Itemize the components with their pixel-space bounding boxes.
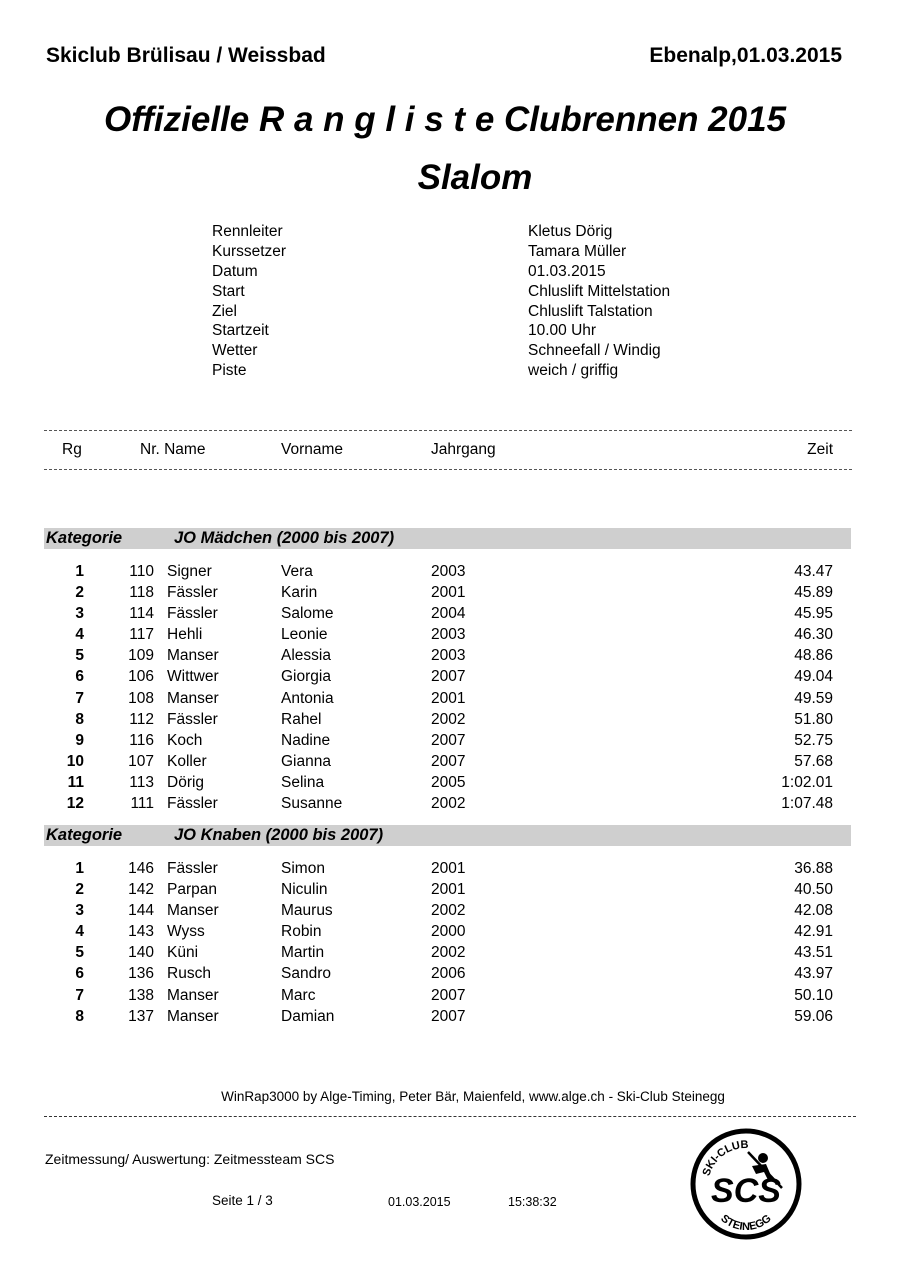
col-vorname: Vorname <box>281 441 344 458</box>
info-label: Startzeit <box>212 322 269 340</box>
time-cell: 50.10 <box>794 986 833 1004</box>
table-row <box>0 772 906 793</box>
time-cell: 36.88 <box>794 860 833 877</box>
birthyear-cell: 2001 <box>431 584 466 602</box>
bib-number-cell: 111 <box>130 795 154 813</box>
time-cell: 51.80 <box>794 710 833 728</box>
time-cell: 52.75 <box>794 731 833 749</box>
lastname-cell: Fässler <box>167 795 218 813</box>
bib-number-cell: 142 <box>128 881 154 899</box>
lastname-cell: Fässler <box>167 584 218 602</box>
time-cell: 45.95 <box>794 605 833 623</box>
col-rg: Rg <box>62 441 82 458</box>
table-row <box>0 582 906 603</box>
results-table <box>0 561 906 814</box>
category-name: JO Mädchen (2000 bis 2007) <box>174 529 395 547</box>
table-row <box>0 666 906 687</box>
lastname-cell: Koch <box>167 731 203 749</box>
table-row <box>0 730 906 751</box>
rank-cell: 5 <box>75 944 84 962</box>
info-label: Start <box>212 282 245 300</box>
category-label: Kategorie <box>46 529 123 547</box>
rank-cell: 8 <box>75 710 84 728</box>
rank-cell: 4 <box>75 923 84 941</box>
birthyear-cell: 2001 <box>431 689 466 707</box>
birthyear-cell: 2001 <box>431 881 466 899</box>
firstname-cell: Martin <box>281 944 325 962</box>
table-row <box>0 858 906 879</box>
time-cell: 43.47 <box>794 563 833 580</box>
time-cell: 48.86 <box>794 647 833 665</box>
lastname-cell: Dörig <box>167 773 205 791</box>
bib-number-cell: 108 <box>128 689 154 707</box>
info-value: Chluslift Talstation <box>528 302 653 320</box>
table-row <box>0 1006 906 1027</box>
bib-number-cell: 146 <box>128 860 154 877</box>
rank-cell: 9 <box>75 731 84 749</box>
table-row <box>0 603 906 624</box>
info-row <box>212 341 772 361</box>
rank-cell: 3 <box>75 902 84 920</box>
category-header <box>44 825 851 846</box>
info-value: Schneefall / Windig <box>528 342 661 360</box>
info-value: 01.03.2015 <box>528 262 606 280</box>
bib-number-cell: 136 <box>128 965 154 983</box>
divider <box>44 430 852 431</box>
firstname-cell: Robin <box>281 923 322 941</box>
bib-number-cell: 118 <box>129 584 154 602</box>
firstname-cell: Selina <box>281 773 325 791</box>
rank-cell: 10 <box>66 752 84 770</box>
firstname-cell: Vera <box>281 563 313 580</box>
table-row <box>0 561 906 582</box>
rank-cell: 3 <box>75 605 84 623</box>
birthyear-cell: 2007 <box>431 731 466 749</box>
info-label: Piste <box>212 362 247 380</box>
lastname-cell: Rusch <box>167 965 211 983</box>
lastname-cell: Küni <box>167 944 199 962</box>
lastname-cell: Fässler <box>167 860 218 877</box>
firstname-cell: Leonie <box>281 626 328 644</box>
lastname-cell: Fässler <box>167 710 218 728</box>
time-cell: 43.51 <box>794 944 833 962</box>
time-cell: 40.50 <box>794 881 833 899</box>
info-label: Ziel <box>212 302 237 320</box>
table-row <box>0 942 906 963</box>
firstname-cell: Marc <box>281 986 316 1004</box>
bib-number-cell: 112 <box>129 710 154 728</box>
table-row <box>0 900 906 921</box>
bib-number-cell: 140 <box>128 944 154 962</box>
rank-cell: 12 <box>66 795 84 813</box>
timing-credit: Zeitmessung/ Auswertung: Zeitmessteam SCS <box>45 1151 335 1167</box>
birthyear-cell: 2002 <box>431 710 466 728</box>
time-cell: 59.06 <box>794 1007 833 1025</box>
info-label: Wetter <box>212 342 258 360</box>
table-row <box>0 921 906 942</box>
logo-text-bottom: STEINEGG <box>718 1212 774 1234</box>
birthyear-cell: 2006 <box>431 965 466 983</box>
table-row <box>0 688 906 709</box>
info-label: Kurssetzer <box>212 242 287 260</box>
bib-number-cell: 138 <box>128 986 154 1004</box>
lastname-cell: Manser <box>167 689 219 707</box>
firstname-cell: Gianna <box>281 752 331 770</box>
divider <box>44 1116 856 1117</box>
software-credit: WinRap3000 by Alge-Timing, Peter Bär, Maienfeld, www.alge.ch - Ski-Club Steinegg <box>221 1089 725 1104</box>
time-cell: 42.91 <box>794 923 833 941</box>
category-name: JO Knaben (2000 bis 2007) <box>174 826 384 844</box>
birthyear-cell: 2007 <box>431 1007 466 1025</box>
birthyear-cell: 2003 <box>431 647 466 665</box>
rank-cell: 4 <box>75 626 84 644</box>
firstname-cell: Nadine <box>281 731 331 749</box>
results-table <box>0 858 906 1027</box>
birthyear-cell: 2003 <box>431 563 466 580</box>
table-row <box>0 709 906 730</box>
lastname-cell: Hehli <box>167 626 203 644</box>
club-name: Skiclub Brülisau / Weissbad <box>46 44 326 67</box>
lastname-cell: Wyss <box>167 923 205 941</box>
page-number: Seite 1 / 3 <box>212 1193 273 1208</box>
bib-number-cell: 107 <box>128 752 154 770</box>
table-row <box>0 645 906 666</box>
rank-cell: 1 <box>75 563 84 580</box>
firstname-cell: Niculin <box>281 881 328 899</box>
rank-cell: 11 <box>67 773 84 791</box>
column-header <box>0 441 906 461</box>
lastname-cell: Manser <box>167 647 219 665</box>
birthyear-cell: 2005 <box>431 773 466 791</box>
rank-cell: 7 <box>75 986 84 1004</box>
info-value: Chluslift Mittelstation <box>528 282 671 300</box>
bib-number-cell: 110 <box>129 563 154 580</box>
info-label: Rennleiter <box>212 223 283 240</box>
birthyear-cell: 2004 <box>431 605 466 623</box>
table-row <box>0 624 906 645</box>
bib-number-cell: 137 <box>128 1007 154 1025</box>
table-row <box>0 963 906 984</box>
rank-cell: 7 <box>75 689 84 707</box>
info-row <box>212 262 772 282</box>
rank-cell: 2 <box>75 881 84 899</box>
rank-cell: 5 <box>75 647 84 665</box>
info-row <box>212 242 772 262</box>
lastname-cell: Parpan <box>167 881 217 899</box>
lastname-cell: Wittwer <box>167 668 219 686</box>
birthyear-cell: 2003 <box>431 626 466 644</box>
info-row <box>212 361 772 381</box>
rank-cell: 1 <box>75 860 84 877</box>
firstname-cell: Damian <box>281 1007 335 1025</box>
info-row <box>212 222 772 242</box>
table-row <box>0 879 906 900</box>
lastname-cell: Fässler <box>167 605 218 623</box>
bib-number-cell: 106 <box>128 668 154 686</box>
info-row <box>212 302 772 322</box>
col-jahrgang: Jahrgang <box>431 441 496 458</box>
birthyear-cell: 2002 <box>431 902 466 920</box>
birthyear-cell: 2000 <box>431 923 466 941</box>
race-place-date: Ebenalp,01.03.2015 <box>649 44 842 67</box>
discipline-title: Slalom <box>417 158 533 197</box>
bib-number-cell: 117 <box>129 626 154 644</box>
firstname-cell: Antonia <box>281 689 334 707</box>
print-time: 15:38:32 <box>508 1195 557 1209</box>
firstname-cell: Maurus <box>281 902 333 920</box>
time-cell: 43.97 <box>794 965 833 983</box>
table-row <box>0 751 906 772</box>
info-value: Tamara Müller <box>528 242 627 260</box>
time-cell: 1:07.48 <box>781 795 833 813</box>
time-cell: 49.04 <box>794 668 833 686</box>
birthyear-cell: 2001 <box>431 860 466 877</box>
club-logo <box>690 1128 802 1240</box>
table-row <box>0 985 906 1006</box>
bib-number-cell: 109 <box>128 647 154 665</box>
time-cell: 46.30 <box>794 626 833 644</box>
page-title: Offizielle R a n g l i s t e Clubrennen 2015 <box>104 100 787 139</box>
logo-text-mid: SCS <box>711 1172 781 1210</box>
birthyear-cell: 2007 <box>431 668 466 686</box>
info-value: 10.00 Uhr <box>528 322 597 340</box>
lastname-cell: Manser <box>167 902 219 920</box>
birthyear-cell: 2002 <box>431 944 466 962</box>
bib-number-cell: 144 <box>128 902 154 920</box>
col-nr-name: Nr. Name <box>140 441 206 458</box>
bib-number-cell: 114 <box>129 605 154 623</box>
firstname-cell: Alessia <box>281 647 331 665</box>
rank-cell: 2 <box>75 584 84 602</box>
firstname-cell: Giorgia <box>281 668 331 686</box>
info-row <box>212 282 772 302</box>
table-row <box>0 793 906 814</box>
print-date: 01.03.2015 <box>388 1195 451 1209</box>
time-cell: 45.89 <box>794 584 833 602</box>
rank-cell: 6 <box>75 965 84 983</box>
category-label: Kategorie <box>46 826 123 844</box>
bib-number-cell: 116 <box>129 731 154 749</box>
birthyear-cell: 2007 <box>431 752 466 770</box>
lastname-cell: Koller <box>167 752 207 770</box>
lastname-cell: Manser <box>167 1007 219 1025</box>
info-value: Kletus Dörig <box>528 223 613 240</box>
firstname-cell: Sandro <box>281 965 331 983</box>
col-zeit: Zeit <box>807 441 833 458</box>
info-label: Datum <box>212 262 258 280</box>
bib-number-cell: 143 <box>128 923 154 941</box>
info-row <box>212 321 772 341</box>
lastname-cell: Signer <box>167 563 212 580</box>
divider <box>44 469 852 470</box>
lastname-cell: Manser <box>167 986 219 1004</box>
firstname-cell: Salome <box>281 605 334 623</box>
firstname-cell: Rahel <box>281 710 322 728</box>
time-cell: 42.08 <box>794 902 833 920</box>
bib-number-cell: 113 <box>129 773 154 791</box>
race-info <box>212 222 772 381</box>
firstname-cell: Karin <box>281 584 318 602</box>
time-cell: 57.68 <box>794 752 833 770</box>
firstname-cell: Susanne <box>281 795 343 813</box>
rank-cell: 6 <box>75 668 84 686</box>
logo-text-top: SKI-CLUB <box>700 1138 749 1178</box>
firstname-cell: Simon <box>281 860 325 877</box>
time-cell: 49.59 <box>794 689 833 707</box>
rank-cell: 8 <box>75 1007 84 1025</box>
time-cell: 1:02.01 <box>781 773 833 791</box>
birthyear-cell: 2002 <box>431 795 466 813</box>
birthyear-cell: 2007 <box>431 986 466 1004</box>
category-header <box>44 528 851 549</box>
info-value: weich / griffig <box>528 362 619 380</box>
